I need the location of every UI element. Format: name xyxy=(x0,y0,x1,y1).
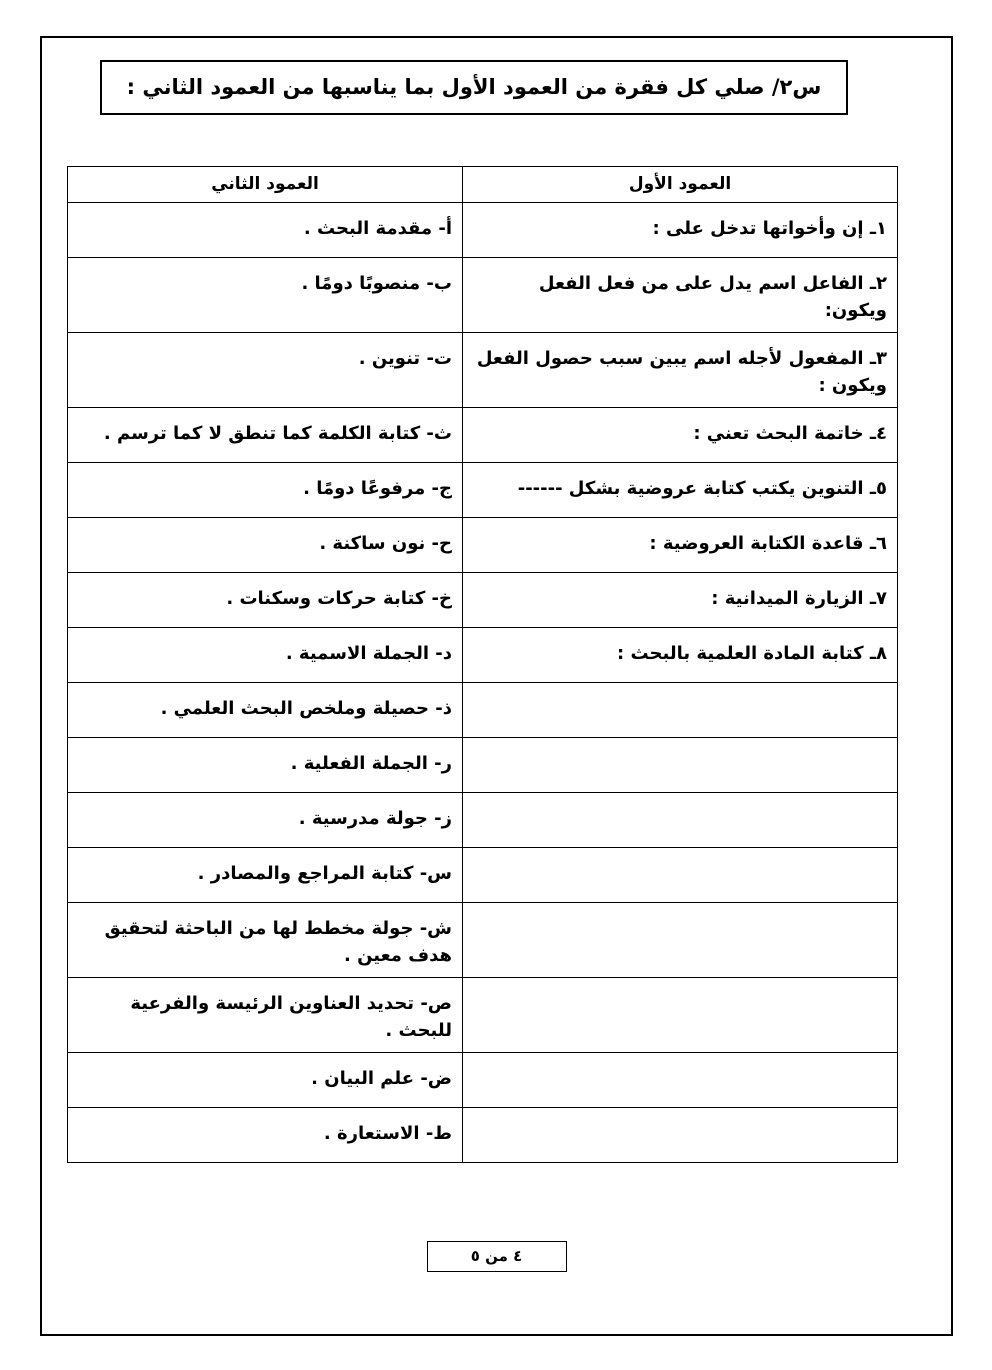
first-column-cell xyxy=(463,683,898,738)
second-column-cell: ب- منصوبًا دومًا . xyxy=(68,258,463,333)
first-column-cell xyxy=(463,1053,898,1108)
table-row xyxy=(68,333,898,408)
table-row xyxy=(68,903,898,978)
header-row xyxy=(68,167,898,203)
match-table-body xyxy=(68,203,898,1163)
table-row xyxy=(68,258,898,333)
first-column-header: العمود الأول xyxy=(463,167,898,203)
second-column-cell: أ- مقدمة البحث . xyxy=(68,203,463,258)
second-column-cell: ز- جولة مدرسية . xyxy=(68,793,463,848)
first-column-cell xyxy=(463,978,898,1053)
table-row xyxy=(68,518,898,573)
first-column-cell: ٧ـ الزيارة الميدانية : xyxy=(463,573,898,628)
first-column-cell xyxy=(463,738,898,793)
table-row xyxy=(68,408,898,463)
page-number-box: ٤ من ٥ xyxy=(427,1241,567,1272)
page-border xyxy=(40,36,953,1336)
first-column-cell xyxy=(463,848,898,903)
table-row xyxy=(68,793,898,848)
table-row xyxy=(68,463,898,518)
table-row xyxy=(68,1108,898,1163)
first-column-cell: ٣ـ المفعول لأجله اسم يبين سبب حصول الفعل ويكون : xyxy=(463,333,898,408)
first-column-cell: ٨ـ كتابة المادة العلمية بالبحث : xyxy=(463,628,898,683)
second-column-cell: ش- جولة مخطط لها من الباحثة لتحقيق هدف معين . xyxy=(68,903,463,978)
table-row xyxy=(68,203,898,258)
table-row xyxy=(68,628,898,683)
match-table xyxy=(67,166,898,1163)
first-column-cell: ٥ـ التنوين يكتب كتابة عروضية بشكل ------ xyxy=(463,463,898,518)
second-column-cell: ض- علم البيان . xyxy=(68,1053,463,1108)
first-column-cell: ٢ـ الفاعل اسم يدل على من فعل الفعل ويكون: xyxy=(463,258,898,333)
second-column-cell: ح- نون ساكنة . xyxy=(68,518,463,573)
second-column-cell: ر- الجملة الفعلية . xyxy=(68,738,463,793)
table-row xyxy=(68,978,898,1053)
first-column-cell xyxy=(463,1108,898,1163)
second-column-cell: ت- تنوين . xyxy=(68,333,463,408)
first-column-cell xyxy=(463,793,898,848)
first-column-cell: ٦ـ قاعدة الكتابة العروضية : xyxy=(463,518,898,573)
second-column-cell: ط- الاستعارة . xyxy=(68,1108,463,1163)
second-column-cell: ذ- حصيلة وملخص البحث العلمي . xyxy=(68,683,463,738)
second-column-cell: ص- تحديد العناوين الرئيسة والفرعية للبحث . xyxy=(68,978,463,1053)
table-row xyxy=(68,738,898,793)
first-column-cell: ١ـ إن وأخواتها تدخل على : xyxy=(463,203,898,258)
table-row xyxy=(68,573,898,628)
match-table-header xyxy=(68,167,898,203)
question-title: س٢/ صلي كل فقرة من العمود الأول بما يناسبها من العمود الثاني : xyxy=(100,60,848,115)
second-column-cell: د- الجملة الاسمية . xyxy=(68,628,463,683)
table-row xyxy=(68,848,898,903)
second-column-cell: ج- مرفوعًا دومًا . xyxy=(68,463,463,518)
first-column-cell xyxy=(463,903,898,978)
table-row xyxy=(68,1053,898,1108)
second-column-cell: خ- كتابة حركات وسكنات . xyxy=(68,573,463,628)
second-column-cell: س- كتابة المراجع والمصادر . xyxy=(68,848,463,903)
second-column-cell: ث- كتابة الكلمة كما تنطق لا كما ترسم . xyxy=(68,408,463,463)
second-column-header: العمود الثاني xyxy=(68,167,463,203)
first-column-cell: ٤ـ خاتمة البحث تعني : xyxy=(463,408,898,463)
table-row xyxy=(68,683,898,738)
